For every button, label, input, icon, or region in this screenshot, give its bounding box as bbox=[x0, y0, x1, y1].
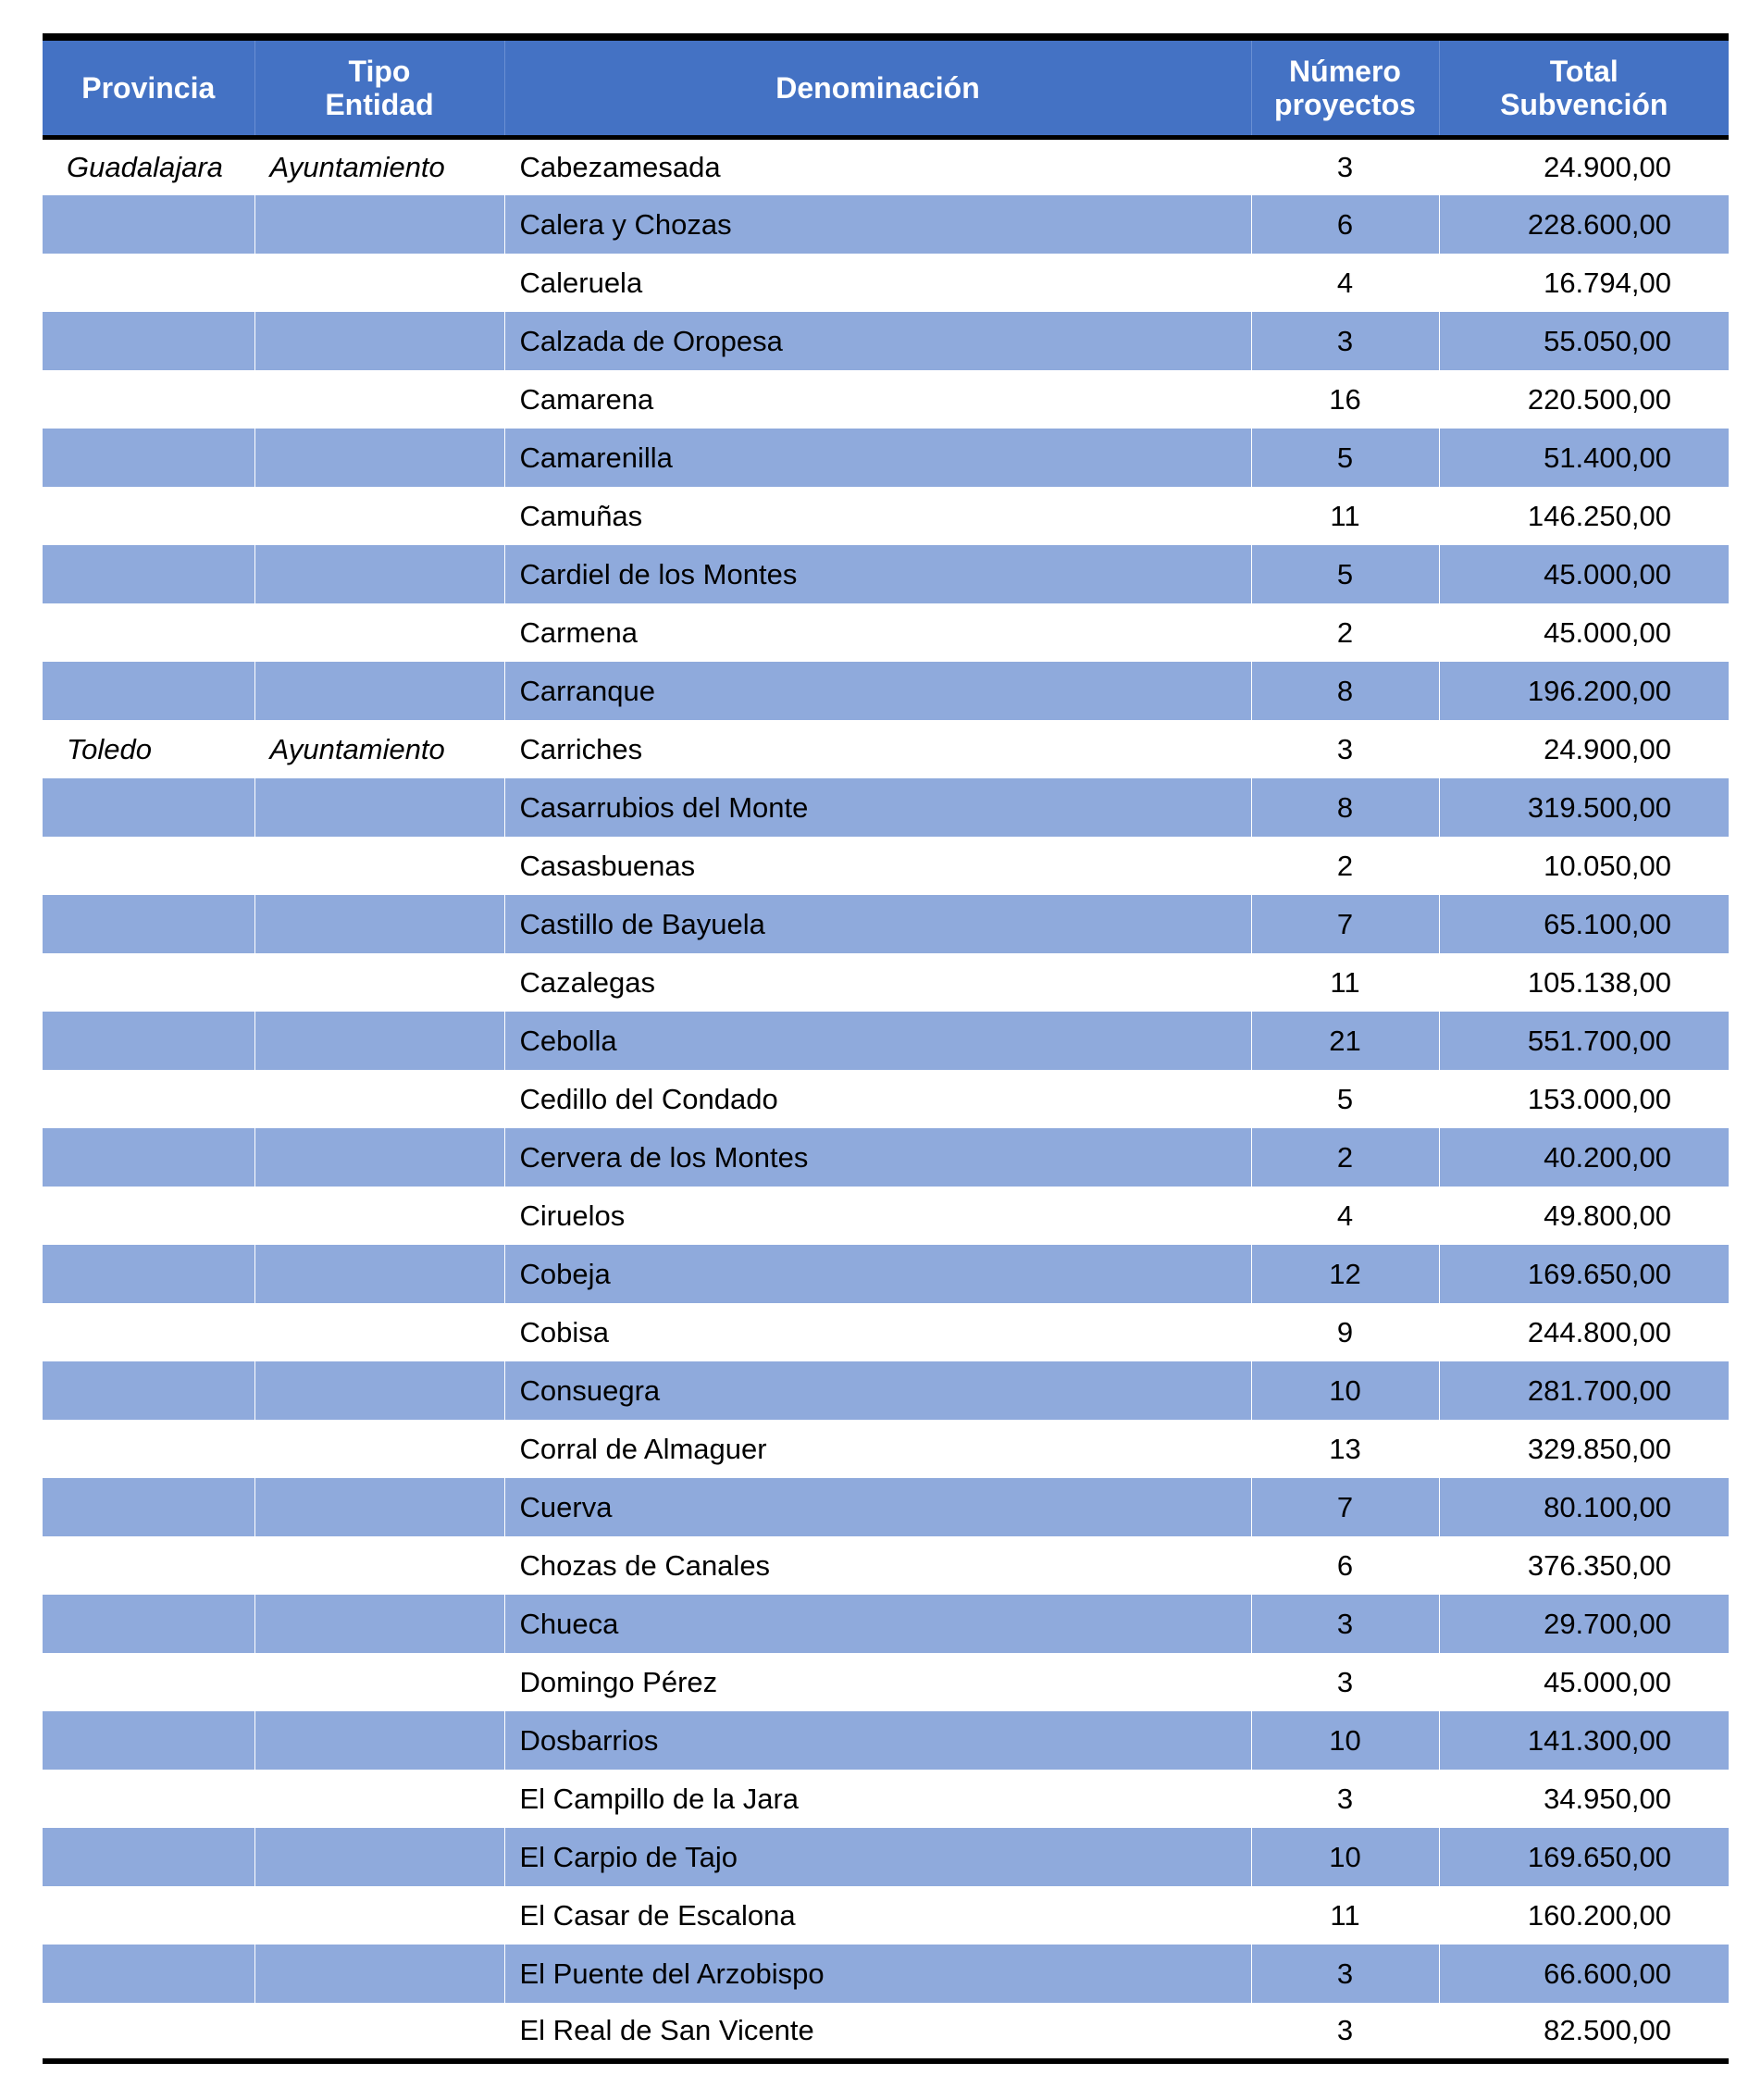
table-row bbox=[43, 1303, 1729, 1361]
cell-total-subvencion: 65.100,00 bbox=[1544, 907, 1671, 940]
cell-tipo-entidad bbox=[254, 312, 504, 370]
cell-provincia bbox=[43, 487, 254, 545]
cell-numero-proyectos: 21 bbox=[1251, 1012, 1439, 1070]
table-row bbox=[43, 1420, 1729, 1478]
cell-provincia: Toledo bbox=[43, 720, 254, 778]
cell-numero-proyectos: 4 bbox=[1251, 254, 1439, 312]
cell-numero-proyectos: 13 bbox=[1251, 1420, 1439, 1478]
cell-tipo-entidad bbox=[254, 429, 504, 487]
cell-denominacion: Corral de Almaguer bbox=[504, 1420, 1251, 1478]
table-row bbox=[43, 1128, 1729, 1187]
cell-provincia bbox=[43, 603, 254, 662]
cell-numero-proyectos: 3 bbox=[1251, 1653, 1439, 1711]
cell-total-subvencion: 45.000,00 bbox=[1544, 615, 1671, 649]
cell-total-subvencion: 55.050,00 bbox=[1544, 324, 1671, 357]
cell-total-subvencion: 45.000,00 bbox=[1544, 557, 1671, 590]
cell-denominacion: Chozas de Canales bbox=[504, 1536, 1251, 1595]
cell-provincia bbox=[43, 195, 254, 254]
table-row bbox=[43, 1886, 1729, 1945]
cell-provincia bbox=[43, 2003, 254, 2061]
table-row bbox=[43, 1770, 1729, 1828]
cell-numero-proyectos: 10 bbox=[1251, 1361, 1439, 1420]
cell-provincia bbox=[43, 895, 254, 953]
cell-denominacion: El Casar de Escalona bbox=[504, 1886, 1251, 1945]
cell-numero-proyectos: 5 bbox=[1251, 1070, 1439, 1128]
cell-denominacion: El Campillo de la Jara bbox=[504, 1770, 1251, 1828]
cell-total-subvencion: 82.500,00 bbox=[1439, 2003, 1729, 2061]
cell-tipo-entidad: Ayuntamiento bbox=[254, 720, 504, 778]
table-row bbox=[43, 137, 1729, 195]
cell-provincia bbox=[43, 1012, 254, 1070]
cell-provincia bbox=[43, 1711, 254, 1770]
cell-total-subvencion: 169.650,00 bbox=[1527, 1840, 1671, 1873]
cell-denominacion: Cervera de los Montes bbox=[504, 1128, 1251, 1187]
cell-provincia bbox=[43, 1770, 254, 1828]
cell-numero-proyectos: 10 bbox=[1251, 1711, 1439, 1770]
table-row bbox=[43, 312, 1729, 370]
cell-total-subvencion: 551.700,00 bbox=[1527, 1024, 1671, 1057]
header-numero-proyectos bbox=[1251, 37, 1439, 137]
cell-tipo-entidad bbox=[254, 1070, 504, 1128]
cell-total-subvencion: 153.000,00 bbox=[1527, 1082, 1671, 1115]
cell-tipo-entidad bbox=[254, 1012, 504, 1070]
cell-provincia bbox=[43, 312, 254, 370]
cell-denominacion: Caleruela bbox=[504, 254, 1251, 312]
cell-numero-proyectos: 3 bbox=[1251, 2003, 1439, 2061]
header-numero-proyectos-label: Número proyectos bbox=[1274, 54, 1416, 121]
cell-total-subvencion: 281.700,00 bbox=[1527, 1373, 1671, 1407]
header-row bbox=[43, 37, 1729, 137]
cell-provincia bbox=[43, 1187, 254, 1245]
table-body bbox=[43, 137, 1729, 2061]
cell-total-subvencion: 196.200,00 bbox=[1527, 674, 1671, 707]
cell-tipo-entidad bbox=[254, 195, 504, 254]
cell-tipo-entidad bbox=[254, 1945, 504, 2003]
table-row bbox=[43, 1945, 1729, 2003]
cell-numero-proyectos: 6 bbox=[1251, 195, 1439, 254]
cell-numero-proyectos: 8 bbox=[1251, 778, 1439, 837]
cell-denominacion: Cobeja bbox=[504, 1245, 1251, 1303]
cell-total-subvencion: 34.950,00 bbox=[1544, 1782, 1671, 1815]
table-row bbox=[43, 429, 1729, 487]
cell-denominacion: Dosbarrios bbox=[504, 1711, 1251, 1770]
header-total-subvencion bbox=[1439, 37, 1729, 137]
cell-tipo-entidad bbox=[254, 1478, 504, 1536]
subvenciones-table bbox=[43, 33, 1729, 2064]
header-tipo-entidad-label: Tipo Entidad bbox=[325, 54, 434, 121]
cell-tipo-entidad bbox=[254, 778, 504, 837]
table-row bbox=[43, 1187, 1729, 1245]
cell-provincia bbox=[43, 1245, 254, 1303]
table-row bbox=[43, 1361, 1729, 1420]
table-header bbox=[43, 37, 1729, 137]
cell-provincia bbox=[43, 429, 254, 487]
cell-numero-proyectos: 9 bbox=[1251, 1303, 1439, 1361]
cell-tipo-entidad bbox=[254, 662, 504, 720]
cell-tipo-entidad bbox=[254, 545, 504, 603]
cell-tipo-entidad bbox=[254, 1828, 504, 1886]
table-row bbox=[43, 487, 1729, 545]
table-row bbox=[43, 370, 1729, 429]
cell-numero-proyectos: 3 bbox=[1251, 1945, 1439, 2003]
cell-total-subvencion: 169.650,00 bbox=[1527, 1257, 1671, 1290]
cell-denominacion: Camuñas bbox=[504, 487, 1251, 545]
cell-denominacion: Castillo de Bayuela bbox=[504, 895, 1251, 953]
cell-total-subvencion: 141.300,00 bbox=[1527, 1723, 1671, 1757]
cell-denominacion: Domingo Pérez bbox=[504, 1653, 1251, 1711]
cell-total-subvencion: 329.850,00 bbox=[1527, 1432, 1671, 1465]
cell-denominacion: Ciruelos bbox=[504, 1187, 1251, 1245]
table-row bbox=[43, 1536, 1729, 1595]
cell-denominacion: Camarenilla bbox=[504, 429, 1251, 487]
header-total-subvencion-label: Total Subvención bbox=[1500, 54, 1668, 121]
cell-total-subvencion: 66.600,00 bbox=[1544, 1957, 1671, 1990]
cell-tipo-entidad bbox=[254, 1128, 504, 1187]
table-row bbox=[43, 1478, 1729, 1536]
cell-denominacion: Carriches bbox=[504, 720, 1251, 778]
cell-total-subvencion: 146.250,00 bbox=[1527, 499, 1671, 532]
table-row bbox=[43, 2003, 1729, 2061]
cell-denominacion: Cuerva bbox=[504, 1478, 1251, 1536]
cell-provincia bbox=[43, 1886, 254, 1945]
cell-numero-proyectos: 11 bbox=[1251, 1886, 1439, 1945]
cell-provincia bbox=[43, 1303, 254, 1361]
cell-denominacion: Casarrubios del Monte bbox=[504, 778, 1251, 837]
cell-provincia bbox=[43, 1653, 254, 1711]
cell-total-subvencion: 228.600,00 bbox=[1527, 207, 1671, 241]
cell-total-subvencion: 105.138,00 bbox=[1527, 965, 1671, 999]
cell-total-subvencion: 220.500,00 bbox=[1527, 382, 1671, 416]
header-tipo-entidad bbox=[254, 37, 504, 137]
cell-numero-proyectos: 2 bbox=[1251, 1128, 1439, 1187]
cell-provincia bbox=[43, 1361, 254, 1420]
cell-total-subvencion: 16.794,00 bbox=[1544, 266, 1671, 299]
cell-tipo-entidad bbox=[254, 895, 504, 953]
table-row bbox=[43, 195, 1729, 254]
cell-numero-proyectos: 10 bbox=[1251, 1828, 1439, 1886]
cell-denominacion: Carranque bbox=[504, 662, 1251, 720]
cell-tipo-entidad: Ayuntamiento bbox=[254, 137, 504, 195]
cell-numero-proyectos: 12 bbox=[1251, 1245, 1439, 1303]
cell-tipo-entidad bbox=[254, 1711, 504, 1770]
cell-total-subvencion: 24.900,00 bbox=[1544, 150, 1671, 183]
cell-provincia bbox=[43, 778, 254, 837]
cell-tipo-entidad bbox=[254, 1187, 504, 1245]
table-row bbox=[43, 1711, 1729, 1770]
cell-total-subvencion: 376.350,00 bbox=[1527, 1548, 1671, 1582]
table-row bbox=[43, 895, 1729, 953]
cell-denominacion: Cazalegas bbox=[504, 953, 1251, 1012]
cell-tipo-entidad bbox=[254, 837, 504, 895]
cell-numero-proyectos: 3 bbox=[1251, 1770, 1439, 1828]
cell-denominacion: Cobisa bbox=[504, 1303, 1251, 1361]
cell-tipo-entidad bbox=[254, 370, 504, 429]
cell-provincia bbox=[43, 1945, 254, 2003]
cell-numero-proyectos: 3 bbox=[1251, 1595, 1439, 1653]
cell-total-subvencion: 244.800,00 bbox=[1527, 1315, 1671, 1348]
cell-tipo-entidad bbox=[254, 953, 504, 1012]
cell-numero-proyectos: 5 bbox=[1251, 429, 1439, 487]
table-row bbox=[43, 1012, 1729, 1070]
cell-provincia bbox=[43, 1420, 254, 1478]
cell-tipo-entidad bbox=[254, 2003, 504, 2061]
cell-provincia bbox=[43, 545, 254, 603]
cell-tipo-entidad bbox=[254, 1303, 504, 1361]
cell-denominacion: Consuegra bbox=[504, 1361, 1251, 1420]
table-row bbox=[43, 837, 1729, 895]
cell-provincia bbox=[43, 1536, 254, 1595]
table-row bbox=[43, 254, 1729, 312]
cell-denominacion: El Real de San Vicente bbox=[504, 2003, 1251, 2061]
cell-tipo-entidad bbox=[254, 1245, 504, 1303]
cell-total-subvencion: 24.900,00 bbox=[1544, 732, 1671, 765]
cell-total-subvencion: 51.400,00 bbox=[1544, 441, 1671, 474]
cell-tipo-entidad bbox=[254, 1420, 504, 1478]
cell-provincia bbox=[43, 254, 254, 312]
cell-total-subvencion: 49.800,00 bbox=[1544, 1199, 1671, 1232]
cell-provincia bbox=[43, 1595, 254, 1653]
table-row bbox=[43, 662, 1729, 720]
header-denominacion bbox=[504, 37, 1251, 137]
table-row bbox=[43, 1245, 1729, 1303]
table-row bbox=[43, 953, 1729, 1012]
cell-tipo-entidad bbox=[254, 487, 504, 545]
cell-numero-proyectos: 7 bbox=[1251, 1478, 1439, 1536]
cell-denominacion: Calera y Chozas bbox=[504, 195, 1251, 254]
cell-tipo-entidad bbox=[254, 1653, 504, 1711]
cell-provincia bbox=[43, 837, 254, 895]
cell-denominacion: Casasbuenas bbox=[504, 837, 1251, 895]
cell-numero-proyectos: 3 bbox=[1251, 720, 1439, 778]
cell-numero-proyectos: 11 bbox=[1251, 953, 1439, 1012]
cell-total-subvencion: 80.100,00 bbox=[1544, 1490, 1671, 1523]
cell-tipo-entidad bbox=[254, 1770, 504, 1828]
table-row bbox=[43, 545, 1729, 603]
table-row bbox=[43, 1595, 1729, 1653]
header-provincia-label: Provincia bbox=[81, 70, 216, 105]
cell-denominacion: Chueca bbox=[504, 1595, 1251, 1653]
cell-numero-proyectos: 3 bbox=[1251, 312, 1439, 370]
cell-provincia bbox=[43, 1478, 254, 1536]
cell-denominacion: El Puente del Arzobispo bbox=[504, 1945, 1251, 2003]
cell-denominacion: Cedillo del Condado bbox=[504, 1070, 1251, 1128]
cell-provincia bbox=[43, 370, 254, 429]
cell-denominacion: Cabezamesada bbox=[504, 137, 1251, 195]
cell-provincia bbox=[43, 1070, 254, 1128]
cell-denominacion: Carmena bbox=[504, 603, 1251, 662]
cell-provincia bbox=[43, 1128, 254, 1187]
cell-numero-proyectos: 2 bbox=[1251, 603, 1439, 662]
cell-numero-proyectos: 2 bbox=[1251, 837, 1439, 895]
cell-numero-proyectos: 11 bbox=[1251, 487, 1439, 545]
cell-denominacion: Camarena bbox=[504, 370, 1251, 429]
cell-total-subvencion: 10.050,00 bbox=[1544, 849, 1671, 882]
cell-numero-proyectos: 6 bbox=[1251, 1536, 1439, 1595]
cell-tipo-entidad bbox=[254, 1886, 504, 1945]
cell-tipo-entidad bbox=[254, 603, 504, 662]
cell-tipo-entidad bbox=[254, 1595, 504, 1653]
table-row bbox=[43, 1653, 1729, 1711]
cell-numero-proyectos: 4 bbox=[1251, 1187, 1439, 1245]
cell-denominacion: Cebolla bbox=[504, 1012, 1251, 1070]
cell-total-subvencion: 29.700,00 bbox=[1544, 1607, 1671, 1640]
cell-numero-proyectos: 8 bbox=[1251, 662, 1439, 720]
cell-denominacion: Cardiel de los Montes bbox=[504, 545, 1251, 603]
cell-numero-proyectos: 7 bbox=[1251, 895, 1439, 953]
cell-denominacion: Calzada de Oropesa bbox=[504, 312, 1251, 370]
table-row bbox=[43, 778, 1729, 837]
cell-total-subvencion: 160.200,00 bbox=[1527, 1898, 1671, 1932]
header-denominacion-label: Denominación bbox=[775, 70, 980, 105]
cell-numero-proyectos: 3 bbox=[1251, 137, 1439, 195]
table-row bbox=[43, 1828, 1729, 1886]
cell-provincia bbox=[43, 953, 254, 1012]
cell-tipo-entidad bbox=[254, 254, 504, 312]
cell-provincia: Guadalajara bbox=[43, 137, 254, 195]
cell-total-subvencion: 45.000,00 bbox=[1544, 1665, 1671, 1698]
cell-denominacion: El Carpio de Tajo bbox=[504, 1828, 1251, 1886]
cell-tipo-entidad bbox=[254, 1361, 504, 1420]
cell-provincia bbox=[43, 662, 254, 720]
cell-total-subvencion: 319.500,00 bbox=[1527, 790, 1671, 824]
cell-numero-proyectos: 5 bbox=[1251, 545, 1439, 603]
cell-total-subvencion: 40.200,00 bbox=[1544, 1140, 1671, 1174]
table-row bbox=[43, 603, 1729, 662]
header-provincia bbox=[43, 37, 254, 137]
table-row bbox=[43, 720, 1729, 778]
cell-numero-proyectos: 16 bbox=[1251, 370, 1439, 429]
cell-provincia bbox=[43, 1828, 254, 1886]
cell-tipo-entidad bbox=[254, 1536, 504, 1595]
table-row bbox=[43, 1070, 1729, 1128]
